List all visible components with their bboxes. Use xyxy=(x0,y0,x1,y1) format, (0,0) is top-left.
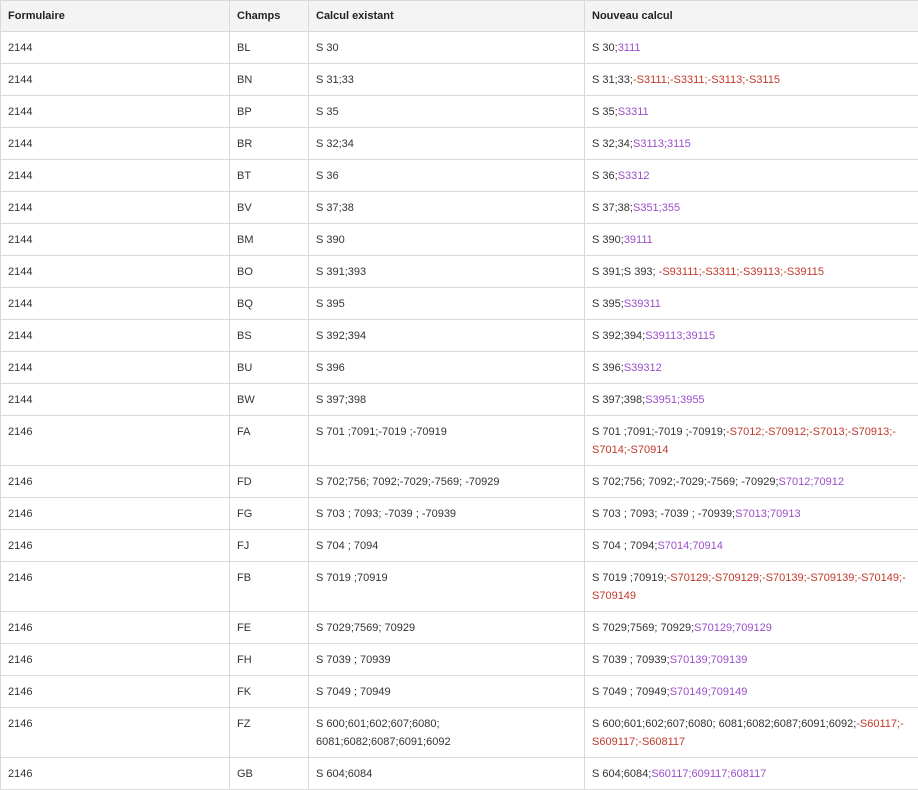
cell-calcul-existant: S 395 xyxy=(309,288,585,320)
cell-formulaire: 2146 xyxy=(1,676,230,708)
cell-calcul-existant: S 704 ; 7094 xyxy=(309,530,585,562)
cell-calcul-existant: S 390 xyxy=(309,224,585,256)
new-calc-added: S3113;3115 xyxy=(633,138,691,150)
cell-nouveau-calcul xyxy=(585,192,918,224)
new-calc-base: S 604;6084; xyxy=(592,768,651,780)
new-calc-base: S 392;394; xyxy=(592,330,645,342)
cell-champs: BT xyxy=(230,160,309,192)
cell-champs: FZ xyxy=(230,708,309,758)
table-row xyxy=(1,64,918,96)
table-row xyxy=(1,32,918,64)
cell-nouveau-calcul xyxy=(585,530,918,562)
new-calc-added: S3951;3955 xyxy=(645,394,704,406)
cell-champs: FE xyxy=(230,612,309,644)
cell-calcul-existant: S 7019 ;70919 xyxy=(309,562,585,612)
new-calc-added: S70129;709129 xyxy=(694,622,772,634)
cell-nouveau-calcul xyxy=(585,128,918,160)
cell-nouveau-calcul xyxy=(585,612,918,644)
cell-calcul-existant: S 36 xyxy=(309,160,585,192)
cell-calcul-existant: S 7039 ; 70939 xyxy=(309,644,585,676)
cell-champs: FD xyxy=(230,466,309,498)
new-calc-base: S 397;398; xyxy=(592,394,645,406)
header-champs: Champs xyxy=(230,1,309,32)
cell-formulaire: 2146 xyxy=(1,562,230,612)
cell-calcul-existant: S 604;6084 xyxy=(309,758,585,790)
cell-calcul-existant: S 37;38 xyxy=(309,192,585,224)
table-row xyxy=(1,128,918,160)
table-row xyxy=(1,644,918,676)
cell-formulaire: 2144 xyxy=(1,256,230,288)
cell-nouveau-calcul xyxy=(585,160,918,192)
new-calc-added: S70139;709139 xyxy=(670,654,748,666)
cell-formulaire: 2144 xyxy=(1,96,230,128)
cell-champs: BU xyxy=(230,352,309,384)
new-calc-added: 39111 xyxy=(624,234,653,246)
table-row xyxy=(1,708,918,758)
table-row xyxy=(1,352,918,384)
cell-champs: BQ xyxy=(230,288,309,320)
cell-calcul-existant: S 32;34 xyxy=(309,128,585,160)
cell-nouveau-calcul xyxy=(585,758,918,790)
cell-nouveau-calcul xyxy=(585,644,918,676)
table-row xyxy=(1,160,918,192)
new-calc-base: S 395; xyxy=(592,298,624,310)
new-calc-added: -S70129;-S709129;-S70139;-S709139;-S70149;-S709149 xyxy=(592,572,906,602)
new-calc-base: S 35; xyxy=(592,106,618,118)
cell-champs: GB xyxy=(230,758,309,790)
new-calc-added: S39311 xyxy=(624,298,661,310)
new-calc-added: S7012;70912 xyxy=(779,476,844,488)
cell-nouveau-calcul xyxy=(585,320,918,352)
table-row xyxy=(1,256,918,288)
cell-nouveau-calcul xyxy=(585,32,918,64)
table-row xyxy=(1,466,918,498)
cell-formulaire: 2146 xyxy=(1,498,230,530)
cell-formulaire: 2144 xyxy=(1,128,230,160)
new-calc-base: S 7039 ; 70939; xyxy=(592,654,670,666)
new-calc-added: -S93111;-S3311;-S39113;-S39115 xyxy=(659,266,824,278)
cell-champs: FK xyxy=(230,676,309,708)
cell-formulaire: 2146 xyxy=(1,644,230,676)
cell-champs: BP xyxy=(230,96,309,128)
table-row xyxy=(1,224,918,256)
cell-formulaire: 2144 xyxy=(1,384,230,416)
cell-calcul-existant: S 701 ;7091;-7019 ;-70919 xyxy=(309,416,585,466)
cell-nouveau-calcul xyxy=(585,498,918,530)
cell-calcul-existant: S 391;393 xyxy=(309,256,585,288)
cell-champs: FB xyxy=(230,562,309,612)
header-row xyxy=(1,1,918,32)
table-row xyxy=(1,384,918,416)
new-calc-added: S60117;609117;608117 xyxy=(651,768,766,780)
cell-nouveau-calcul xyxy=(585,466,918,498)
cell-formulaire: 2146 xyxy=(1,612,230,644)
cell-nouveau-calcul xyxy=(585,384,918,416)
new-calc-added: S3312 xyxy=(618,170,650,182)
cell-champs: BM xyxy=(230,224,309,256)
cell-formulaire: 2144 xyxy=(1,352,230,384)
new-calc-added: S3311 xyxy=(618,106,649,118)
new-calc-added: 3111 xyxy=(618,42,641,54)
new-calc-base: S 704 ; 7094; xyxy=(592,540,657,552)
new-calc-base: S 7029;7569; 70929; xyxy=(592,622,694,634)
cell-champs: BN xyxy=(230,64,309,96)
new-calc-base: S 7049 ; 70949; xyxy=(592,686,670,698)
cell-calcul-existant: S 396 xyxy=(309,352,585,384)
new-calc-base: S 37;38; xyxy=(592,202,633,214)
cell-champs: BS xyxy=(230,320,309,352)
cell-calcul-existant: S 7029;7569; 70929 xyxy=(309,612,585,644)
cell-formulaire: 2144 xyxy=(1,288,230,320)
new-calc-base: S 7019 ;70919; xyxy=(592,572,667,584)
cell-champs: BL xyxy=(230,32,309,64)
cell-calcul-existant: S 35 xyxy=(309,96,585,128)
table-row xyxy=(1,562,918,612)
table-row xyxy=(1,416,918,466)
cell-champs: FA xyxy=(230,416,309,466)
new-calc-base: S 396; xyxy=(592,362,624,374)
cell-champs: FJ xyxy=(230,530,309,562)
new-calc-base: S 701 ;7091;-7019 ;-70919; xyxy=(592,426,726,438)
cell-champs: BR xyxy=(230,128,309,160)
table-row xyxy=(1,758,918,790)
table-row xyxy=(1,96,918,128)
new-calc-base: S 391;S 393; xyxy=(592,266,659,278)
cell-nouveau-calcul xyxy=(585,224,918,256)
cell-formulaire: 2146 xyxy=(1,416,230,466)
cell-formulaire: 2146 xyxy=(1,708,230,758)
cell-champs: FH xyxy=(230,644,309,676)
new-calc-added: S39312 xyxy=(624,362,662,374)
cell-formulaire: 2146 xyxy=(1,758,230,790)
cell-formulaire: 2146 xyxy=(1,530,230,562)
table-row xyxy=(1,288,918,320)
cell-nouveau-calcul xyxy=(585,288,918,320)
new-calc-base: S 30; xyxy=(592,42,618,54)
cell-calcul-existant: S 397;398 xyxy=(309,384,585,416)
cell-formulaire: 2144 xyxy=(1,64,230,96)
cell-calcul-existant: S 392;394 xyxy=(309,320,585,352)
new-calc-added: S39113;39115 xyxy=(645,330,715,342)
cell-calcul-existant: S 7049 ; 70949 xyxy=(309,676,585,708)
cell-champs: FG xyxy=(230,498,309,530)
cell-nouveau-calcul xyxy=(585,676,918,708)
table-row xyxy=(1,676,918,708)
new-calc-base: S 702;756; 7092;-7029;-7569; -70929; xyxy=(592,476,779,488)
table-row xyxy=(1,530,918,562)
new-calc-added: -S60117;-S609117;-S608117 xyxy=(592,718,904,748)
header-calcul-existant: Calcul existant xyxy=(309,1,585,32)
cell-formulaire: 2144 xyxy=(1,160,230,192)
cell-calcul-existant: S 702;756; 7092;-7029;-7569; -70929 xyxy=(309,466,585,498)
cell-formulaire: 2146 xyxy=(1,466,230,498)
cell-champs: BV xyxy=(230,192,309,224)
cell-nouveau-calcul xyxy=(585,96,918,128)
new-calc-base: S 390; xyxy=(592,234,624,246)
cell-formulaire: 2144 xyxy=(1,32,230,64)
cell-formulaire: 2144 xyxy=(1,192,230,224)
cell-calcul-existant: S 31;33 xyxy=(309,64,585,96)
new-calc-added: -S3111;-S3311;-S3113;-S3115 xyxy=(633,74,780,86)
new-calc-added: S7014;70914 xyxy=(657,540,722,552)
new-calc-added: S70149;709149 xyxy=(670,686,748,698)
new-calc-base: S 703 ; 7093; -7039 ; -70939; xyxy=(592,508,735,520)
cell-calcul-existant: S 30 xyxy=(309,32,585,64)
cell-nouveau-calcul xyxy=(585,64,918,96)
table-row xyxy=(1,498,918,530)
new-calc-base: S 36; xyxy=(592,170,618,182)
new-calc-base: S 600;601;602;607;6080; 6081;6082;6087;6091;6092; xyxy=(592,718,856,730)
cell-formulaire: 2144 xyxy=(1,320,230,352)
table-row xyxy=(1,320,918,352)
header-nouveau-calcul: Nouveau calcul xyxy=(585,1,918,32)
cell-formulaire: 2144 xyxy=(1,224,230,256)
new-calc-base: S 32;34; xyxy=(592,138,633,150)
cell-nouveau-calcul xyxy=(585,562,918,612)
new-calc-added: S7013;70913 xyxy=(735,508,800,520)
new-calc-base: S 31;33; xyxy=(592,74,633,86)
table-body xyxy=(1,32,918,790)
new-calc-added: S351;355 xyxy=(633,202,680,214)
new-calc-added: -S7012;-S70912;-S7013;-S70913;-S7014;-S70914 xyxy=(592,426,896,456)
cell-champs: BO xyxy=(230,256,309,288)
table-row xyxy=(1,192,918,224)
table-row xyxy=(1,612,918,644)
cell-nouveau-calcul xyxy=(585,416,918,466)
cell-nouveau-calcul xyxy=(585,352,918,384)
header-formulaire: Formulaire xyxy=(1,1,230,32)
cell-nouveau-calcul xyxy=(585,708,918,758)
cell-calcul-existant: S 600;601;602;607;6080; 6081;6082;6087;6091;6092 xyxy=(309,708,585,758)
cell-champs: BW xyxy=(230,384,309,416)
cell-nouveau-calcul xyxy=(585,256,918,288)
cell-calcul-existant: S 703 ; 7093; -7039 ; -70939 xyxy=(309,498,585,530)
